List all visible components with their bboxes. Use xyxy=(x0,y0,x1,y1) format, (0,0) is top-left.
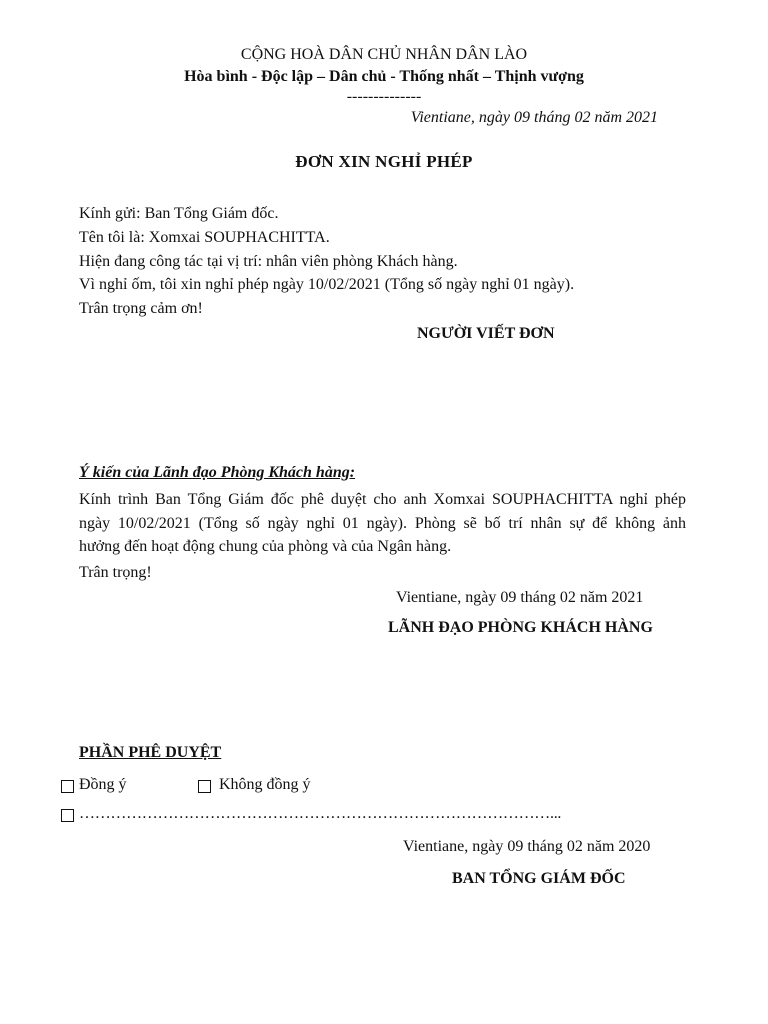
opinion-text xyxy=(79,488,686,559)
national-motto: Hòa bình - Độc lập – Dân chủ - Thống nhất – Thịnh vượng xyxy=(184,68,584,85)
recipient-line: Kính gửi: Ban Tổng Giám đốc. xyxy=(79,205,279,222)
approval-date-place: Vientiane, ngày 09 tháng 02 năm 2020 xyxy=(403,838,651,855)
opinion-text-line: Kính trình Ban Tổng Giám đốc phê duyệt cho anh Xomxai SOUPHACHITTA nghỉ phép xyxy=(79,491,686,508)
header-rule: -------------- xyxy=(346,88,422,105)
agree-label: Đồng ý xyxy=(79,776,127,793)
opinion-heading: Ý kiến của Lãnh đạo Phòng Khách hàng: xyxy=(79,464,356,481)
approval-heading: PHẦN PHÊ DUYỆT xyxy=(79,744,222,761)
opinion-date-place: Vientiane, ngày 09 tháng 02 năm 2021 xyxy=(396,589,644,606)
disagree-label: Không đồng ý xyxy=(219,776,311,793)
country-name: CỘNG HOÀ DÂN CHỦ NHÂN DÂN LÀO xyxy=(240,46,528,63)
thanks-line: Trân trọng cảm ơn! xyxy=(79,300,203,317)
opinion-closing: Trân trọng! xyxy=(79,564,152,581)
position-line: Hiện đang công tác tại vị trí: nhân viên phòng Khách hàng. xyxy=(79,253,458,270)
other-option-dotted-line: ………………………………………………………………………………... xyxy=(79,805,562,822)
reason-line: Vì nghỉ ốm, tôi xin nghỉ phép ngày 10/02/2021 (Tổng số ngày nghỉ 01 ngày). xyxy=(79,276,575,293)
document-title: ĐƠN XIN NGHỈ PHÉP xyxy=(295,152,473,171)
other-checkbox[interactable] xyxy=(61,809,74,822)
name-line: Tên tôi là: Xomxai SOUPHACHITTA. xyxy=(79,229,330,246)
director-board-signature-title: BAN TỔNG GIÁM ĐỐC xyxy=(452,870,626,887)
disagree-checkbox[interactable] xyxy=(198,780,211,793)
agree-checkbox[interactable] xyxy=(61,780,74,793)
opinion-text-line: ngày 10/02/2021 (Tổng số ngày nghỉ 01 ngày). Phòng sẽ bố trí nhân sự để không ảnh xyxy=(79,514,686,532)
header-date-place: Vientiane, ngày 09 tháng 02 năm 2021 xyxy=(410,109,658,126)
opinion-text-line: hưởng đến hoạt động chung của phòng và của Ngân hàng. xyxy=(79,538,452,555)
department-head-signature-title: LÃNH ĐẠO PHÒNG KHÁCH HÀNG xyxy=(388,619,653,636)
applicant-signature-title: NGƯỜI VIẾT ĐƠN xyxy=(417,325,555,342)
